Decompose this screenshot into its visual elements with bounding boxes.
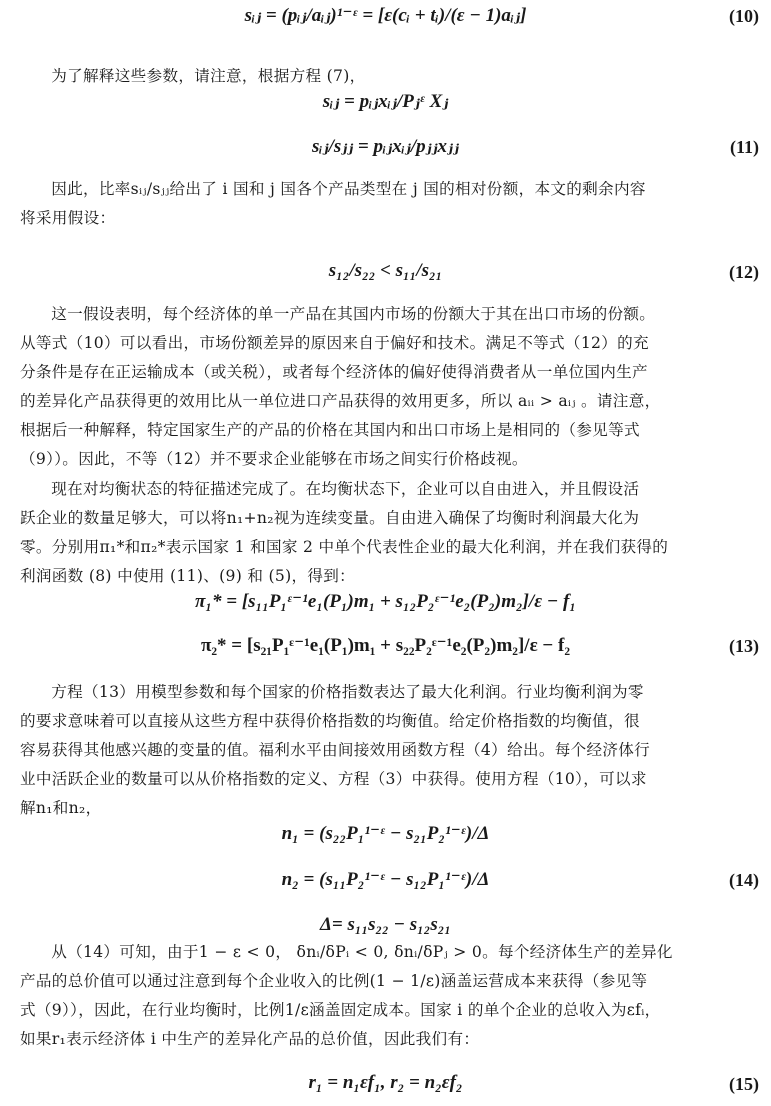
equation-13a: π₁* = [s₁₁P₁ᵋ⁻¹e₁(P₁)m₁ + s₁₂P₂ᵋ⁻¹e₂(P₂)m₂]/ε − f₁ [195, 591, 576, 612]
text-line: 现在对均衡状态的特征描述完成了。在均衡状态下，企业可以自由进入，并且假设活 [51, 480, 640, 498]
equation-15: r₁ = n₁εf₁, r₂ = n₂εf₂ [308, 1072, 463, 1093]
text-line: 分条件是存在正运输成本（或关税），或者每个经济体的偏好使得消费者从一单位国内生产 [20, 363, 648, 381]
equation-sij: sᵢⱼ = pᵢⱼxᵢⱼ/Pⱼᵋ Xⱼ [322, 91, 449, 112]
text-line: 因此，比率sᵢⱼ/sⱼⱼ给出了 i 国和 j 国各个产品类型在 j 国的相对份额，本文的剩余内容 [51, 180, 646, 198]
paragraph-equilibrium [20, 475, 760, 591]
text-line: 利润函数 (8) 中使用 (11)、(9) 和 (5)，得到： [20, 567, 356, 585]
paragraph-total-value [20, 938, 760, 1054]
text-line: 根据后一种解释，特定国家生产的产品的价格在其国内和出口市场上是相同的（参见等式 [20, 421, 640, 439]
equation-11: sᵢⱼ/sⱼⱼ = pᵢⱼxᵢⱼ/pⱼⱼxⱼⱼ [312, 136, 459, 157]
text-line: 零。分别用π₁*和π₂*表示国家 1 和国家 2 中单个代表性企业的最大化利润，并在我们获得的 [20, 538, 669, 556]
text-line: 从（14）可知，由于1 − ε < 0， δnᵢ/δPᵢ < 0, δnᵢ/δPⱼ > 0。每个经济体生产的差异化 [51, 943, 673, 961]
text-line: （9））。因此，不等（12）并不要求企业能够在市场之间实行价格歧视。 [20, 450, 528, 468]
text-line: 如果r₁表示经济体 i 中生产的差异化产品的总价值，因此我们有： [20, 1030, 480, 1048]
equation-number-11: (11) [730, 137, 759, 157]
equation-number-14: (14) [729, 870, 759, 890]
equation-13b: π₂* = [s₂₁P₁ᵋ⁻¹e₁(P₁)m₁ + s₂₂P₂ᵋ⁻¹e₂(P₂)m₂]/ε − f₂ [200, 635, 571, 656]
equation-14a: n₁ = (s₂₂P₁¹⁻ᵋ − s₂₁P₂¹⁻ᵋ)/Δ [281, 823, 490, 844]
text-line: 的差异化产品获得更的效用比从一单位进口产品获得的效用更多，所以 aᵢᵢ > aᵢⱼ 。请注意， [20, 392, 661, 410]
equation-12: s₁₂/s₂₂ < s₁₁/s₂₁ [328, 260, 443, 281]
text-line: 为了解释这些参数，请注意，根据方程 (7)， [51, 67, 366, 85]
text-line: 的要求意味着可以直接从这些方程中获得价格指数的均衡值。给定价格指数的均衡值，很 [20, 712, 640, 730]
text-line: 产品的总价值可以通过注意到每个企业收入的比例(1 − 1/ε)涵盖运营成本来获得（参见等 [20, 972, 648, 990]
paragraph-parameters-intro [20, 62, 760, 91]
paragraph-price-index [20, 678, 760, 823]
equation-10: sᵢⱼ = (pᵢⱼ/aᵢⱼ)¹⁻ᵋ = [ε(cᵢ + tᵢ)/(ε − 1)aᵢⱼ] [244, 5, 527, 26]
text-line: 式（9）），因此，在行业均衡时，比例1/ε涵盖固定成本。国家 i 的单个企业的总收入为εfᵢ， [20, 1001, 661, 1019]
equation-number-15: (15) [729, 1074, 759, 1094]
equation-number-10: (10) [729, 6, 759, 26]
text-line: 将采用假设： [20, 209, 116, 227]
text-line: 这一假设表明，每个经济体的单一产品在其国内市场的份额大于其在出口市场的份额。 [51, 305, 656, 323]
equation-number-12: (12) [729, 262, 759, 282]
text-line: 容易获得其他感兴趣的变量的值。福利水平由间接效用函数方程（4）给出。每个经济体行 [20, 741, 651, 759]
text-line: 从等式（10）可以看出，市场份额差异的原因来自于偏好和技术。满足不等式（12）的充 [20, 334, 649, 352]
equation-delta: Δ= s₁₁s₂₂ − s₁₂s₂₁ [319, 914, 452, 935]
text-line: 业中活跃企业的数量可以从价格指数的定义、方程（3）中获得。使用方程（10），可以求 [20, 770, 647, 788]
paragraph-assumption [20, 300, 760, 474]
equation-14b: n₂ = (s₁₁P₂¹⁻ᵋ − s₁₂P₁¹⁻ᵋ)/Δ [281, 869, 490, 890]
text-line: 解n₁和n₂， [20, 799, 102, 817]
equation-number-13: (13) [729, 636, 759, 656]
paragraph-relative-share [20, 175, 760, 233]
text-line: 跃企业的数量足够大，可以将n₁+n₂视为连续变量。自由进入确保了均衡时利润最大化为 [20, 509, 640, 527]
text-line: 方程（13）用模型参数和每个国家的价格指数表达了最大化利润。行业均衡利润为零 [51, 683, 644, 701]
